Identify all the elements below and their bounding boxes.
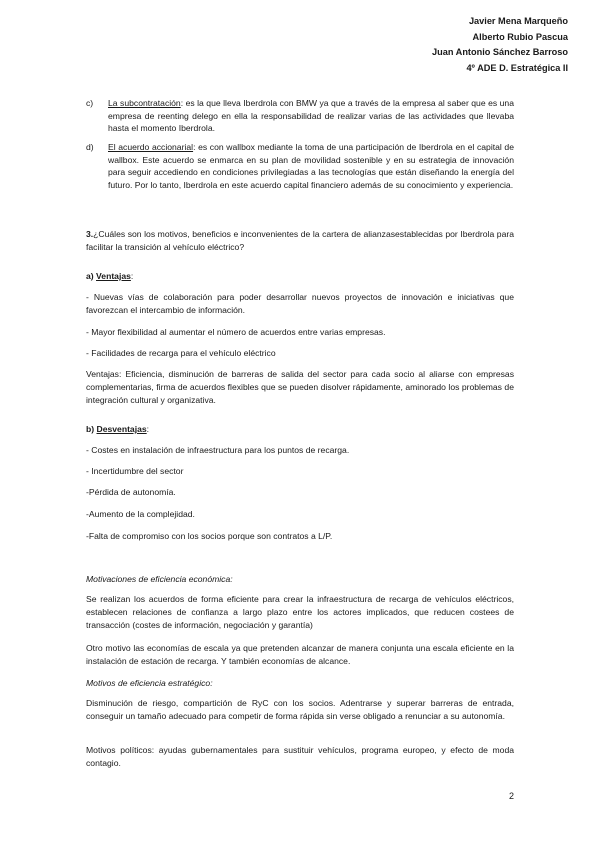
list-item-term: El acuerdo accionarial	[108, 142, 194, 152]
ventaja-item: - Nuevas vías de colaboración para poder desarrollar nuevos proyectos de innovación e iniciativas que favorezcan el intercambio de información.	[86, 292, 514, 316]
eficiencia-estrategica-heading: Motivos de eficiencia estratégico:	[86, 678, 213, 688]
ventajas-heading	[86, 270, 514, 283]
ventaja-item: - Facilidades de recarga para el vehículo eléctrico	[86, 348, 276, 358]
list-item-text: : es la que lleva Iberdrola con BMW ya que a través de la empresa al saber que es una empresa de reenting delego en ella la responsabilidad de realizar varias de las actividades que llevaba hasta el momento Iberdrola.	[108, 98, 514, 134]
question-number: 3.	[86, 229, 94, 239]
list-item-text: : es con wallbox mediante la toma de una participación de Iberdrola en el capital de wallbox. Este acuerdo se enmarca en su plan de movilidad sostenible y en su estrategia de innovación para seguir accediendo en condiciones privilegiadas a las tecnologías que están diseñando la energía del futuro. Por lo tanto, Iberdrola en este acuerdo capital financiero además de su conocimiento y experiencia.	[108, 142, 514, 190]
course-name: 4º ADE D. Estratégica II	[466, 62, 568, 73]
author-name: Javier Mena Marqueño	[468, 16, 568, 26]
list-marker: c)	[86, 98, 94, 108]
page-number: 2	[508, 791, 514, 801]
desventajas-heading	[86, 423, 514, 436]
economias-escala-paragraph: Otro motivo las economías de escala ya que pretenden alcanzar de manera conjunta una escala eficiente en la instalación de estación de recarga. Y también economías de alcance.	[86, 643, 514, 667]
desventaja-item: -Pérdida de autonomía.	[86, 487, 176, 497]
section-prefix: a)	[86, 271, 97, 281]
section-title: Ventajas	[96, 271, 131, 281]
ventajas-summary: Ventajas: Eficiencia, disminución de barreras de salida del sector para cada socio al aliarse con empresas complementarias, firma de acuerdos flexibles que se pueden disolver rápidamente, aminorado los problemas de integración cultural y organizativa.	[86, 369, 514, 406]
header-authors	[432, 14, 568, 76]
eficiencia-estrategica-paragraph: Disminución de riesgo, compartición de RyC con los socios. Adentrarse y superar barreras de entrada, conseguir un tamaño adecuado para competir de forma rápida sin verse obligado a renunciar a su autonomía.	[86, 698, 514, 722]
motivos-politicos-paragraph: Motivos políticos: ayudas gubernamentales para sustituir vehículos, programa europeo, y efecto de moda contagio.	[86, 745, 514, 769]
eficiencia-economica-paragraph: Se realizan los acuerdos de forma eficiente para crear la infraestructura de recarga de vehículos eléctricos, establecen relaciones de confianza a largo plazo entre los actores implicados, que reducen costees de transacción (costes de información, negociación y garantía)	[86, 594, 514, 631]
question-heading	[86, 228, 514, 254]
list-marker: d)	[86, 142, 94, 152]
question-text: ¿Cuáles son los motivos, beneficios e inconvenientes de la cartera de alianzasestablecidas por Iberdrola para facilitar la transición al vehículo eléctrico?	[86, 229, 514, 253]
eficiencia-economica-heading: Motivaciones de eficiencia económica:	[86, 574, 233, 584]
desventaja-item: -Aumento de la complejidad.	[86, 509, 195, 519]
section-title: Desventajas	[96, 424, 147, 434]
section-prefix: b)	[86, 424, 97, 434]
desventaja-item: - Incertidumbre del sector	[86, 466, 184, 476]
section-suffix: :	[130, 271, 134, 281]
author-name: Alberto Rubio Pascua	[472, 31, 568, 42]
ventaja-item: - Mayor flexibilidad al aumentar el número de acuerdos entre varias empresas.	[86, 327, 386, 337]
desventaja-item: -Falta de compromiso con los socios porque son contratos a L/P.	[86, 531, 333, 541]
list-item-acuerdo-accionarial	[86, 141, 514, 191]
section-suffix: :	[146, 424, 150, 434]
list-item-subcontratacion	[86, 97, 514, 135]
author-name: Juan Antonio Sánchez Barroso	[432, 47, 568, 57]
desventaja-item: - Costes en instalación de infraestructura para los puntos de recarga.	[86, 445, 350, 455]
list-item-term: La subcontratación	[108, 98, 181, 108]
